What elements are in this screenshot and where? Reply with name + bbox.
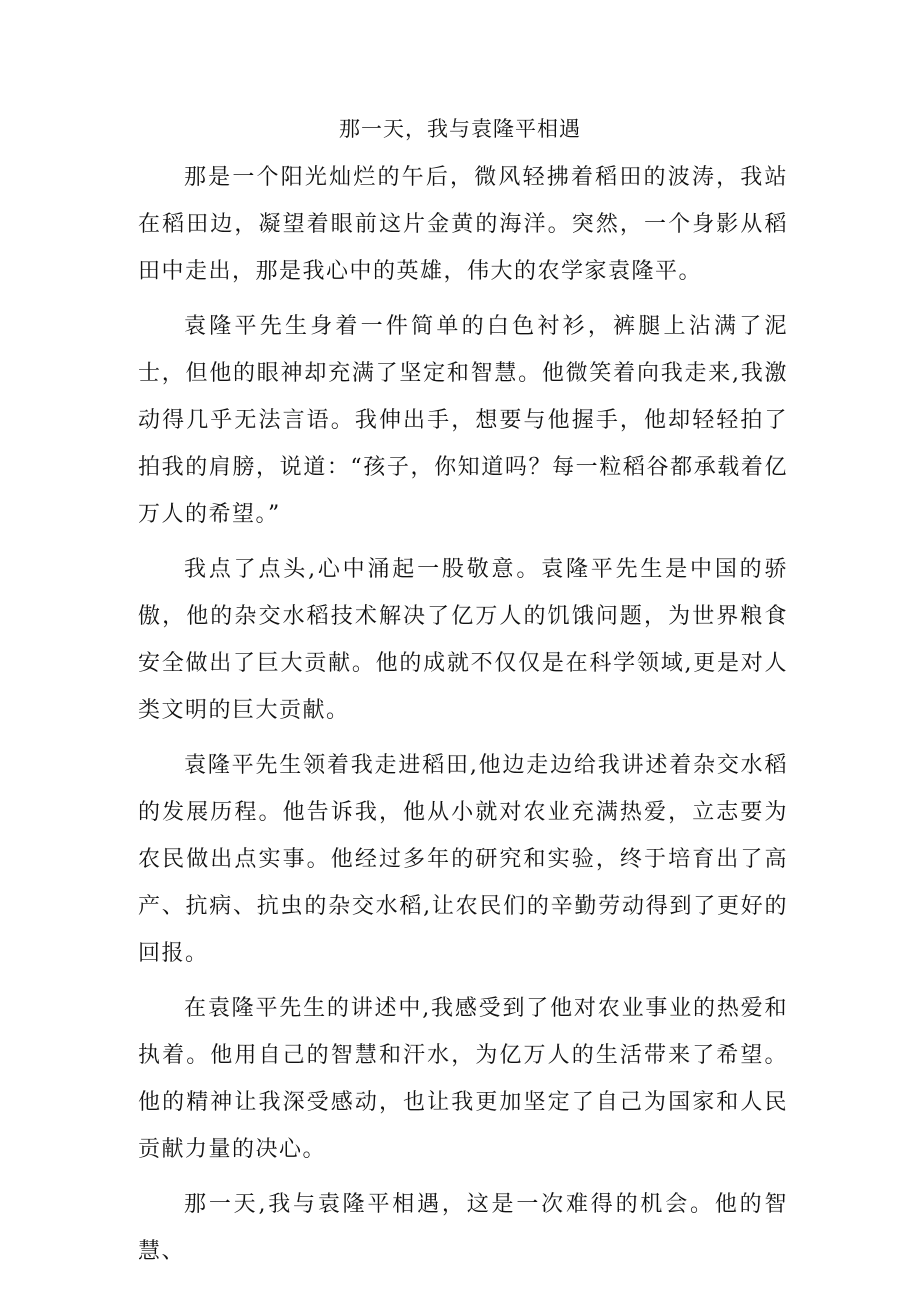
paragraph-3: 我点了点头,心中涌起一股敬意。袁隆平先生是中国的骄傲，他的杂交水稻技术解决了亿万人的饥饿问题，为世界粮食安全做出了巨大贡献。他的成就不仅仅是在科学领域,更是对人类文明的巨大贡献。 <box>138 557 788 723</box>
document-body <box>138 154 788 1283</box>
paragraph-1: 那是一个阳光灿烂的午后，微风轻拂着稻田的波涛，我站在稻田边，凝望着眼前这片金黄的海洋。突然，一个身影从稻田中走出，那是我心中的英雄，伟大的农学家袁隆平。 <box>138 165 788 284</box>
document-title: 那一天，我与袁隆平相遇 <box>339 117 581 141</box>
paragraph-2: 袁隆平先生身着一件简单的白色衬衫，裤腿上沾满了泥士，但他的眼神却充满了坚定和智慧。他微笑着向我走来,我激动得几乎无法言语。我伸出手，想要与他握手，他却轻轻拍了拍我的肩膀，说道：“孩子，你知道吗？每一粒稻谷都承载着亿万人的希望。” <box>138 314 788 527</box>
paragraph-6: 那一天,我与袁隆平相遇，这是一次难得的机会。他的智慧、 <box>138 1192 788 1264</box>
paragraph-5: 在袁隆平先生的讲述中,我感受到了他对农业事业的热爱和执着。他用自己的智慧和汗水，为亿万人的生活带来了希望。他的精神让我深受感动，也让我更加坚定了自己为国家和人民贡献力量的决心。 <box>138 996 788 1162</box>
paragraph-4: 袁隆平先生领着我走进稻田,他边走边给我讲述着杂交水稻的发展历程。他告诉我，他从小就对农业充满热爱，立志要为农民做出点实事。他经过多年的研究和实验，终于培育出了高产、抗病、抗虫的杂交水稻,让农民们的辛勤劳动得到了更好的回报。 <box>138 753 788 966</box>
